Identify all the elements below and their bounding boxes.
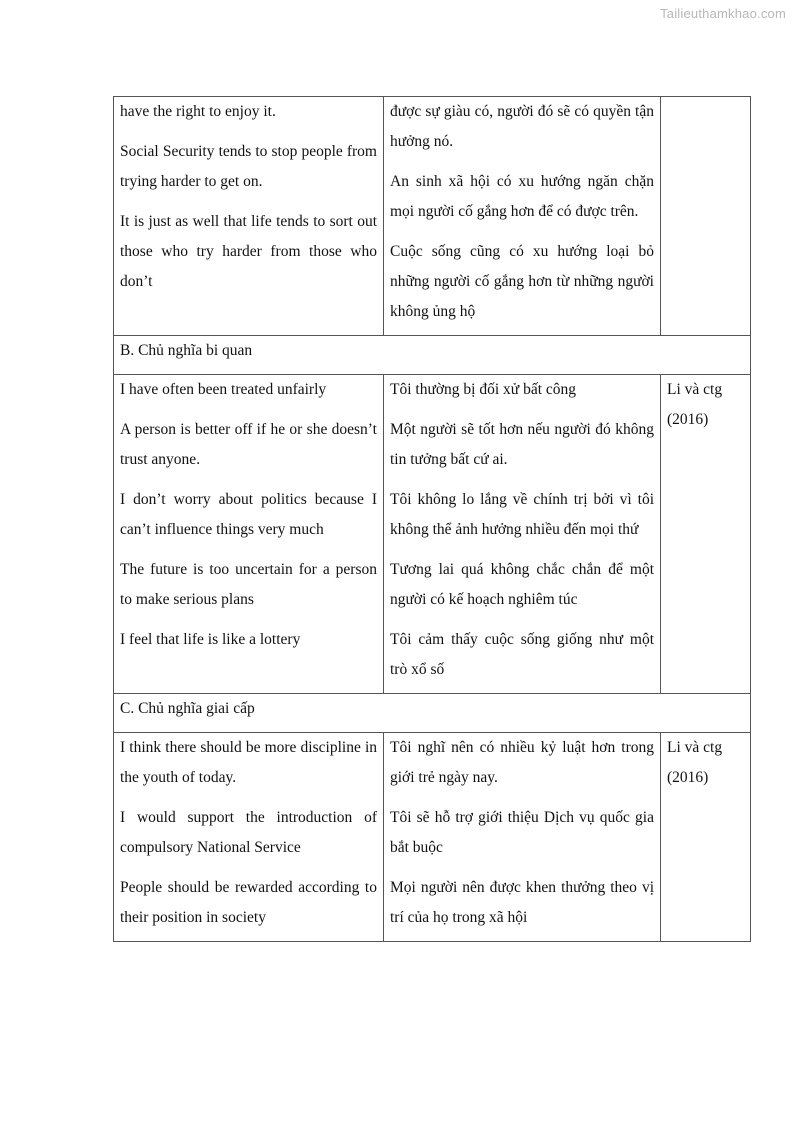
section-row <box>114 336 751 375</box>
vietnamese-item: Cuộc sống cũng có xu hướng loại bỏ những người cố gắng hơn từ những người không ủng hộ <box>390 243 654 320</box>
watermark: Tailieuthamkhao.com <box>660 6 786 21</box>
english-item: have the right to enjoy it. <box>120 103 276 120</box>
english-item: I feel that life is like a lottery <box>120 631 301 648</box>
vietnamese-item: Tôi không lo lắng về chính trị bởi vì tôi không thể ảnh hưởng nhiều đến mọi thứ <box>390 491 654 538</box>
english-item: I have often been treated unfairly <box>120 381 327 398</box>
section-row <box>114 694 751 733</box>
table-row <box>114 733 751 942</box>
vietnamese-item: Mọi người nên được khen thưởng theo vị trí của họ trong xã hội <box>390 879 654 926</box>
section-heading: C. Chủ nghĩa giai cấp <box>114 694 751 733</box>
section-heading: B. Chủ nghĩa bi quan <box>114 336 751 375</box>
reference-cell: Li và ctg (2016) <box>661 375 751 694</box>
english-item: Social Security tends to stop people from trying harder to get on. <box>120 143 377 190</box>
vietnamese-item: An sinh xã hội có xu hướng ngăn chặn mọi người cố gắng hơn để có được trên. <box>390 173 654 220</box>
vietnamese-cell <box>384 97 661 336</box>
reference-cell: Li và ctg (2016) <box>661 733 751 942</box>
english-cell <box>114 97 384 336</box>
vietnamese-item: Một người sẽ tốt hơn nếu người đó không tin tưởng bất cứ ai. <box>390 421 654 468</box>
vietnamese-item: Tôi nghĩ nên có nhiều kỷ luật hơn trong giới trẻ ngày nay. <box>390 739 654 786</box>
table-row <box>114 375 751 694</box>
english-item: I would support the introduction of compulsory National Service <box>120 809 377 856</box>
english-cell <box>114 375 384 694</box>
vietnamese-item: Tôi sẽ hỗ trợ giới thiệu Dịch vụ quốc gia bắt buộc <box>390 809 654 856</box>
vietnamese-cell <box>384 733 661 942</box>
vietnamese-cell <box>384 375 661 694</box>
survey-items-table <box>113 96 751 942</box>
english-item: People should be rewarded according to their position in society <box>120 879 377 926</box>
english-item: I think there should be more discipline in the youth of today. <box>120 739 377 786</box>
english-item: I don’t worry about politics because I can’t influence things very much <box>120 491 377 538</box>
english-item: A person is better off if he or she doesn’t trust anyone. <box>120 421 377 468</box>
vietnamese-item: Tương lai quá không chắc chắn để một người có kế hoạch nghiêm túc <box>390 561 654 608</box>
vietnamese-item: Tôi thường bị đối xử bất công <box>390 381 577 398</box>
reference-cell <box>661 97 751 336</box>
english-item: The future is too uncertain for a person to make serious plans <box>120 561 377 608</box>
vietnamese-item: được sự giàu có, người đó sẽ có quyền tận hưởng nó. <box>390 103 654 150</box>
table-row <box>114 97 751 336</box>
vietnamese-item: Tôi cảm thấy cuộc sống giống như một trò xổ số <box>390 631 654 678</box>
english-item: It is just as well that life tends to sort out those who try harder from those who don’t <box>120 213 377 290</box>
english-cell <box>114 733 384 942</box>
